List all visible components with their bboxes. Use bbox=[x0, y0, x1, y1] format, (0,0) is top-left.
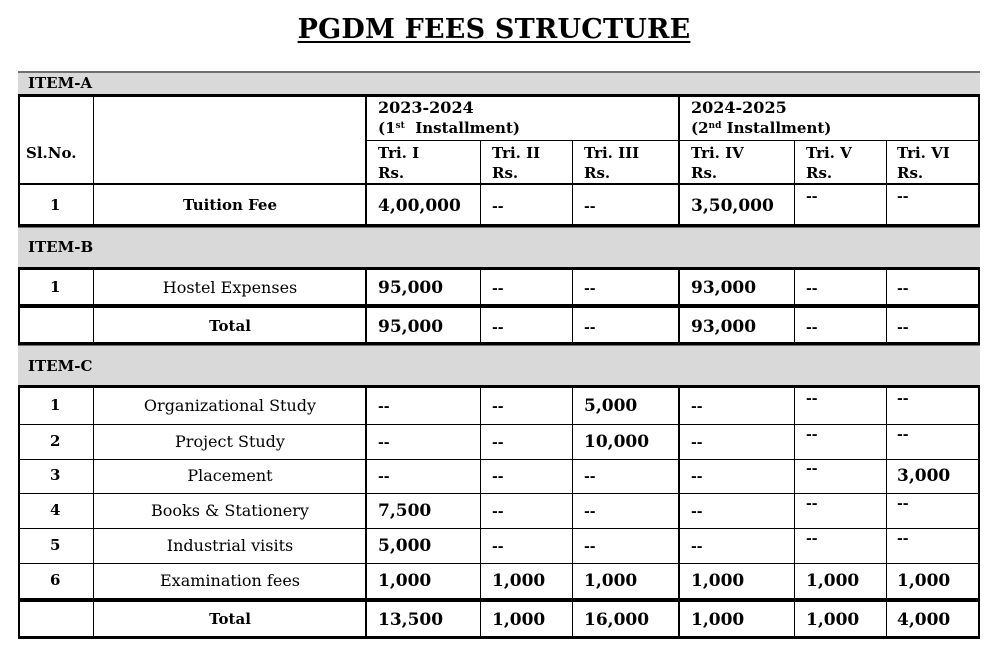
item-b-label: ITEM-B bbox=[28, 238, 94, 256]
tuition-sl: 1 bbox=[50, 196, 61, 214]
placement-tri-3: -- bbox=[584, 469, 596, 485]
industrial-visits-label: Industrial visits bbox=[166, 536, 294, 555]
item-b-total-tri-6: -- bbox=[897, 320, 909, 336]
industrial-visits-tri-2: -- bbox=[492, 539, 504, 555]
org-study-tri-4: -- bbox=[691, 399, 703, 415]
item-b-total-tri-4: 93,000 bbox=[691, 317, 757, 337]
tuition-tri-2: -- bbox=[492, 199, 504, 215]
term-3-unit: Rs. bbox=[584, 164, 611, 182]
item-b-band bbox=[18, 226, 980, 268]
page-title bbox=[0, 14, 988, 45]
exam-fees-sl: 6 bbox=[50, 571, 61, 589]
books-tri-5: -- bbox=[806, 496, 818, 512]
placement-tri-6: 3,000 bbox=[897, 466, 951, 486]
term-3-header: Tri. III bbox=[584, 144, 640, 162]
books-stationery-label: Books & Stationery bbox=[151, 501, 309, 520]
project-study-sl: 2 bbox=[50, 432, 61, 450]
industrial-visits-tri-1: 5,000 bbox=[378, 536, 432, 556]
exam-fees-tri-1: 1,000 bbox=[378, 571, 432, 591]
project-study-tri-1: -- bbox=[378, 435, 390, 451]
hostel-sl: 1 bbox=[50, 278, 61, 296]
project-study-tri-2: -- bbox=[492, 435, 504, 451]
placement-tri-5: -- bbox=[806, 461, 818, 477]
placement-sl: 3 bbox=[50, 466, 61, 484]
hostel-tri-2: -- bbox=[492, 281, 504, 297]
item-c-total-tri-5: 1,000 bbox=[806, 610, 860, 630]
hostel-tri-6: -- bbox=[897, 281, 909, 297]
term-6-header: Tri. VI bbox=[897, 144, 950, 162]
installment-2-suffix: Installment) bbox=[721, 119, 832, 137]
books-tri-6: -- bbox=[897, 496, 909, 512]
org-study-label: Organizational Study bbox=[143, 396, 317, 415]
installment-1-prefix: (1 bbox=[378, 119, 396, 137]
hostel-tri-4: 93,000 bbox=[691, 278, 757, 298]
project-study-tri-3: 10,000 bbox=[584, 432, 650, 452]
hostel-tri-1: 95,000 bbox=[378, 278, 444, 298]
term-1-header: Tri. I bbox=[378, 144, 420, 162]
placement-tri-2: -- bbox=[492, 469, 504, 485]
org-study-tri-5: -- bbox=[806, 391, 818, 407]
installment-1-sup: st bbox=[395, 121, 405, 131]
project-study-tri-5: -- bbox=[806, 427, 818, 443]
year-2024-2025-header: 2024-2025 bbox=[691, 98, 787, 117]
exam-fees-tri-2: 1,000 bbox=[492, 571, 546, 591]
term-4-header: Tri. IV bbox=[691, 144, 744, 162]
item-c-total-tri-1: 13,500 bbox=[378, 610, 444, 630]
placement-tri-4: -- bbox=[691, 469, 703, 485]
item-c-band bbox=[18, 344, 980, 386]
exam-fees-tri-3: 1,000 bbox=[584, 571, 638, 591]
industrial-visits-tri-6: -- bbox=[897, 531, 909, 547]
industrial-visits-sl: 5 bbox=[50, 536, 61, 554]
project-study-tri-6: -- bbox=[897, 427, 909, 443]
tuition-tri-3: -- bbox=[584, 199, 596, 215]
item-b-total-tri-1: 95,000 bbox=[378, 317, 444, 337]
tuition-tri-1: 4,00,000 bbox=[378, 196, 461, 216]
exam-fees-tri-4: 1,000 bbox=[691, 571, 745, 591]
item-b-total-label: Total bbox=[209, 317, 251, 335]
term-2-unit: Rs. bbox=[492, 164, 519, 182]
item-c-total-tri-4: 1,000 bbox=[691, 610, 745, 630]
item-c-total-tri-3: 16,000 bbox=[584, 610, 650, 630]
term-1-unit: Rs. bbox=[378, 164, 405, 182]
installment-1-suffix: Installment) bbox=[404, 119, 520, 137]
page-title-text: PGDM FEES STRUCTURE bbox=[297, 14, 691, 45]
item-b-total-tri-5: -- bbox=[806, 320, 818, 336]
year-2023-2024-header: 2023-2024 bbox=[378, 98, 474, 117]
exam-fees-tri-5: 1,000 bbox=[806, 571, 860, 591]
item-c-total-tri-6: 4,000 bbox=[897, 610, 951, 630]
item-b-total-tri-2: -- bbox=[492, 320, 504, 336]
item-a-band bbox=[18, 71, 980, 95]
item-b-total-tri-3: -- bbox=[584, 320, 596, 336]
tuition-tri-6: -- bbox=[897, 189, 909, 205]
books-tri-3: -- bbox=[584, 504, 596, 520]
project-study-label: Project Study bbox=[175, 432, 285, 451]
hostel-expenses-label: Hostel Expenses bbox=[162, 278, 298, 297]
installment-2-header bbox=[691, 119, 831, 137]
org-study-tri-2: -- bbox=[492, 399, 504, 415]
item-c-total-label: Total bbox=[209, 610, 251, 628]
placement-tri-1: -- bbox=[378, 469, 390, 485]
exam-fees-tri-6: 1,000 bbox=[897, 571, 951, 591]
term-4-unit: Rs. bbox=[691, 164, 718, 182]
placement-label: Placement bbox=[187, 466, 273, 485]
item-a-label: ITEM-A bbox=[28, 74, 93, 92]
books-tri-4: -- bbox=[691, 504, 703, 520]
term-5-header: Tri. V bbox=[806, 144, 852, 162]
project-study-tri-4: -- bbox=[691, 435, 703, 451]
org-study-tri-3: 5,000 bbox=[584, 396, 638, 416]
org-study-tri-6: -- bbox=[897, 391, 909, 407]
hostel-tri-5: -- bbox=[806, 281, 818, 297]
books-tri-1: 7,500 bbox=[378, 501, 432, 521]
item-c-label: ITEM-C bbox=[28, 357, 93, 375]
item-c-total-tri-2: 1,000 bbox=[492, 610, 546, 630]
industrial-visits-tri-5: -- bbox=[806, 531, 818, 547]
tuition-fee-label: Tuition Fee bbox=[182, 196, 278, 214]
org-study-sl: 1 bbox=[50, 396, 61, 414]
installment-2-sup: nd bbox=[708, 121, 722, 131]
tuition-tri-5: -- bbox=[806, 189, 818, 205]
books-tri-2: -- bbox=[492, 504, 504, 520]
installment-1-header bbox=[378, 119, 520, 137]
hostel-tri-3: -- bbox=[584, 281, 596, 297]
tuition-tri-4: 3,50,000 bbox=[691, 196, 774, 216]
industrial-visits-tri-3: -- bbox=[584, 539, 596, 555]
books-sl: 4 bbox=[50, 501, 61, 519]
exam-fees-label: Examination fees bbox=[159, 571, 300, 590]
installment-2-prefix: (2 bbox=[691, 119, 709, 137]
term-6-unit: Rs. bbox=[897, 164, 924, 182]
term-2-header: Tri. II bbox=[492, 144, 541, 162]
term-5-unit: Rs. bbox=[806, 164, 833, 182]
industrial-visits-tri-4: -- bbox=[691, 539, 703, 555]
slno-header: Sl.No. bbox=[26, 144, 77, 162]
org-study-tri-1: -- bbox=[378, 399, 390, 415]
